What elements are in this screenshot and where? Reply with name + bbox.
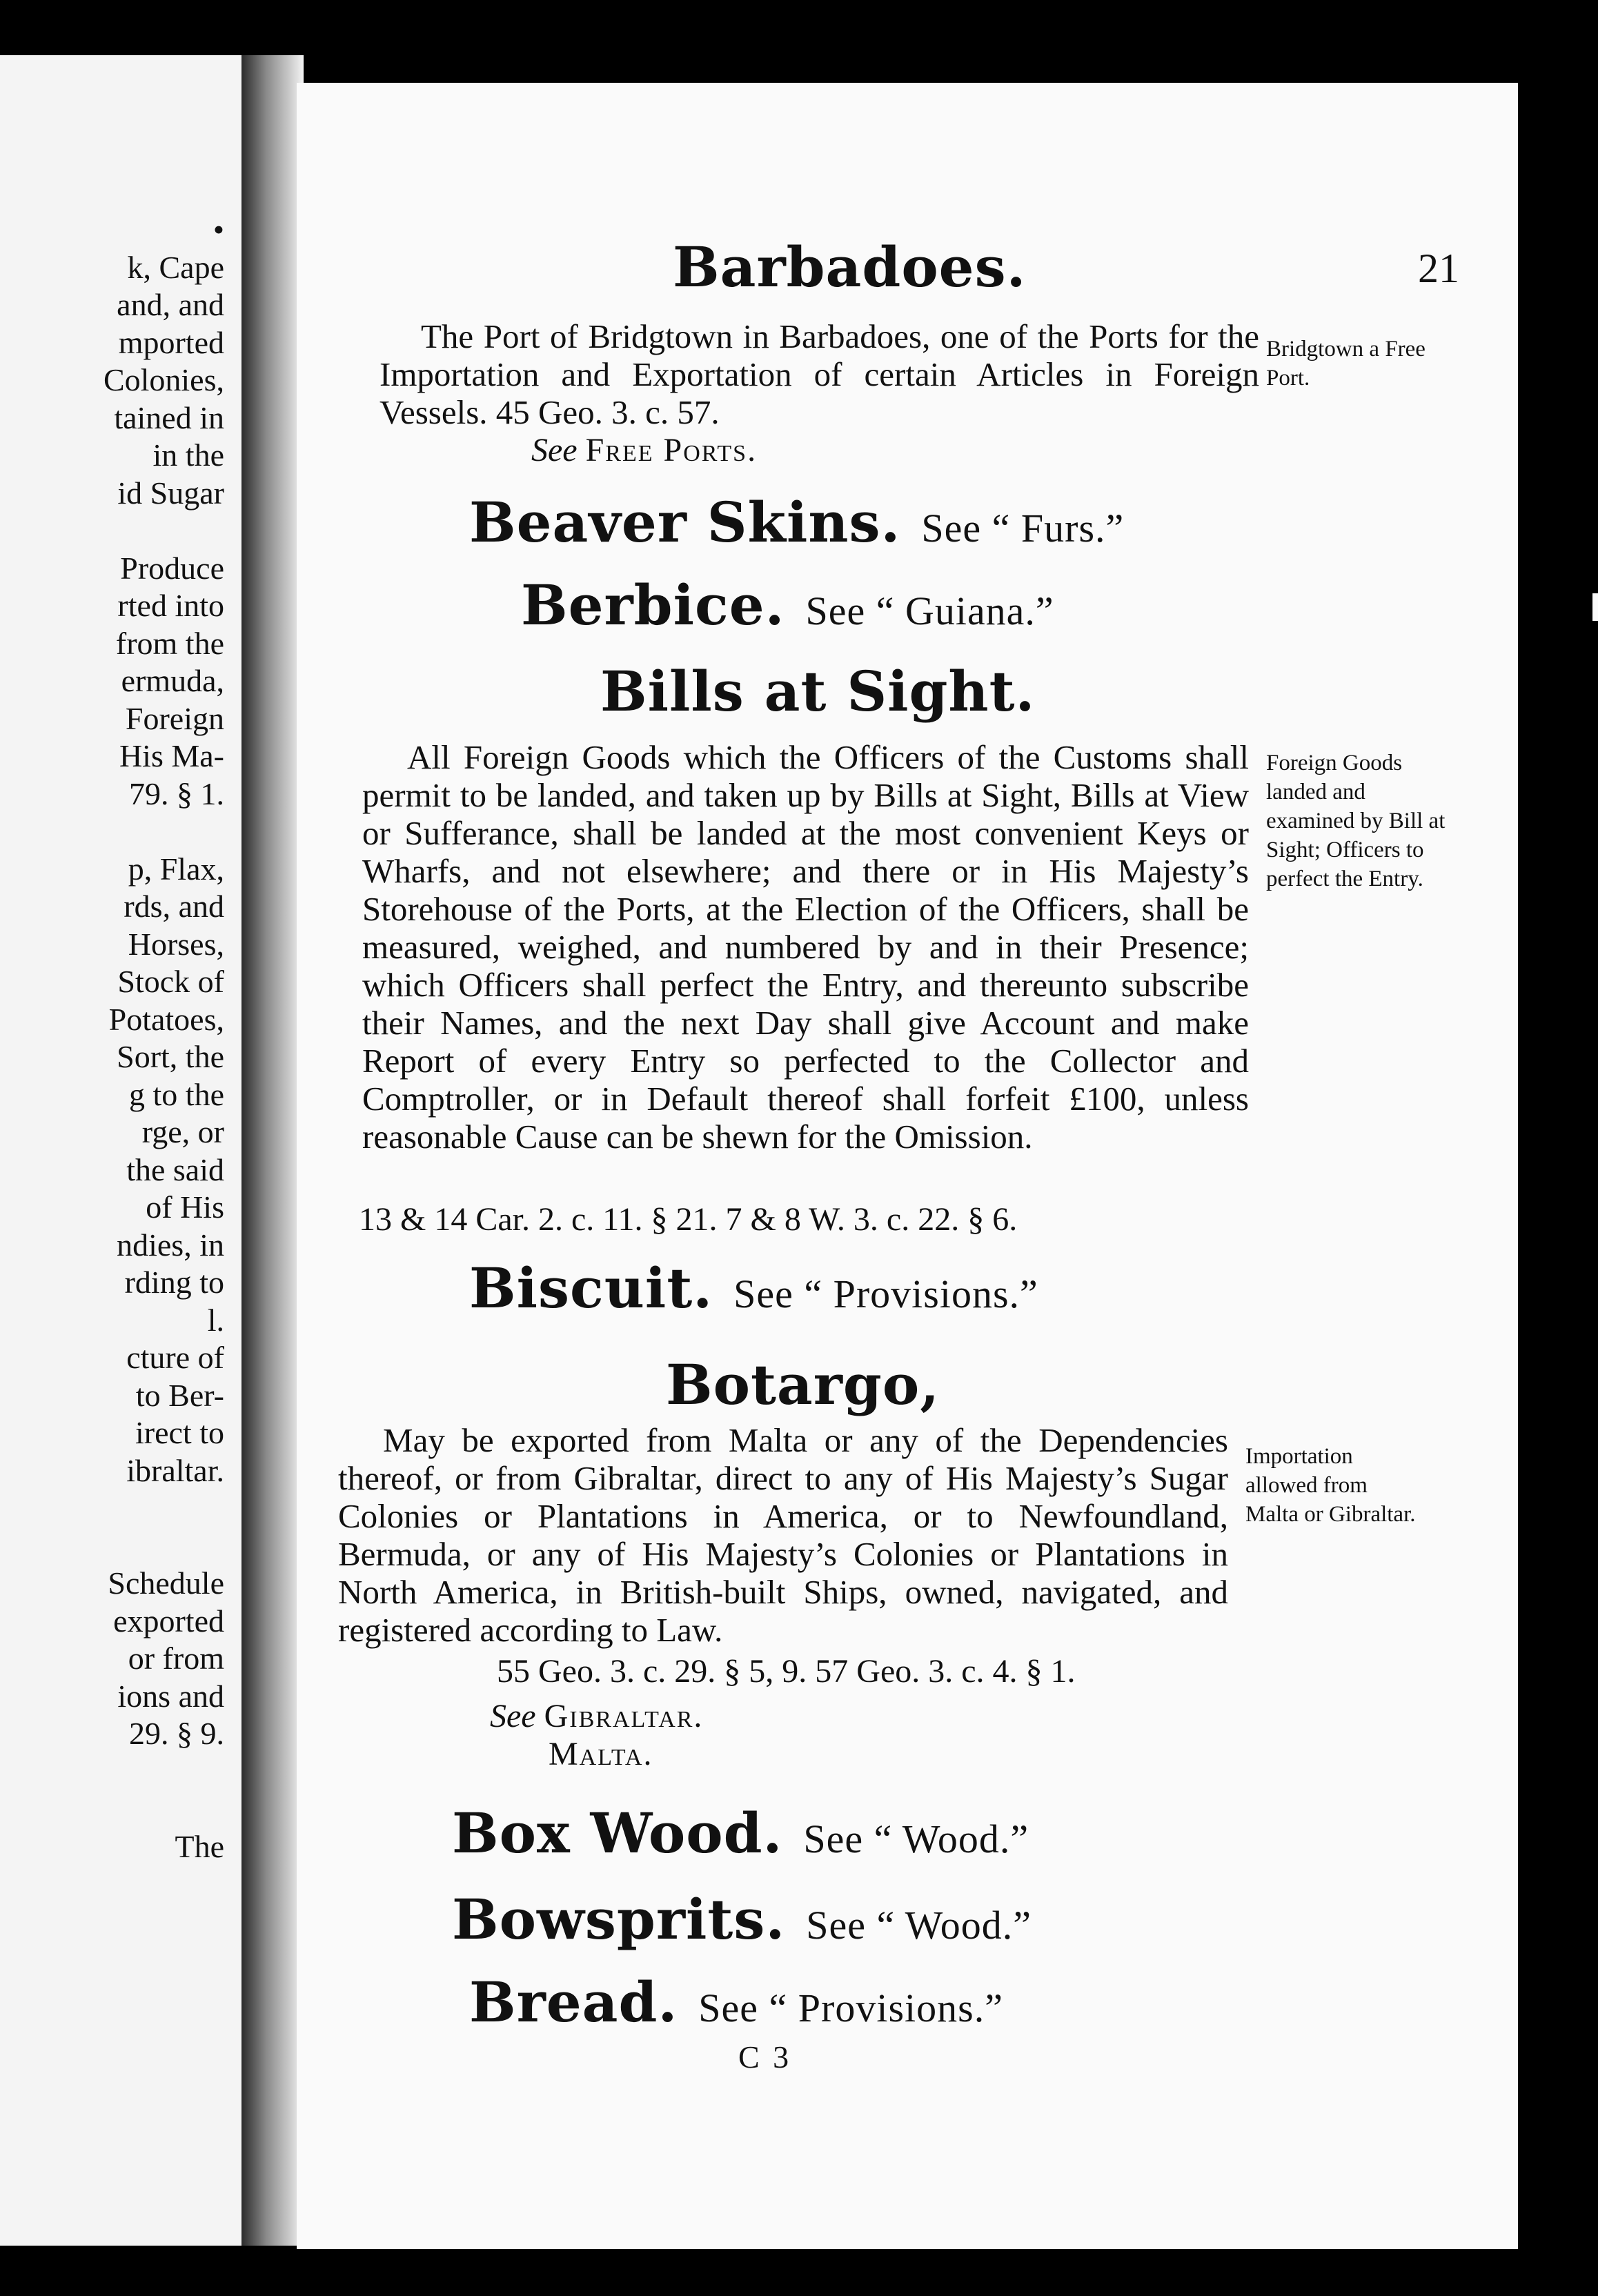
left-page-line: rding to: [124, 1265, 224, 1300]
heading-bowsprits-title: Bowsprits.: [452, 1887, 786, 1952]
left-page-line: the said: [126, 1151, 224, 1187]
left-page-line: tained in: [114, 399, 224, 435]
left-page-line: in the: [152, 437, 224, 473]
heading-berbice: [521, 573, 1054, 637]
left-page-line: Sort, the: [117, 1039, 224, 1074]
heading-biscuit-title: Biscuit.: [469, 1256, 713, 1320]
left-page-line: Foreign: [125, 700, 224, 736]
left-page-line: ermuda,: [121, 663, 224, 698]
left-page-line: l.: [207, 1302, 224, 1338]
see-word-botargo: See: [490, 1698, 536, 1734]
margin-note-botargo: Importation allowed from Malta or Gibraltar.: [1245, 1444, 1416, 1527]
see-barbadoes: [531, 431, 757, 469]
left-page-line: id Sugar: [117, 475, 224, 511]
left-page-line: from the: [115, 625, 224, 661]
left-page-line: and, and: [117, 287, 224, 322]
left-page-line: 79. § 1.: [129, 775, 224, 811]
left-page-line: Colonies,: [103, 362, 224, 397]
heading-bowsprits: [452, 1887, 1032, 1952]
see-furs: See “ Furs.”: [921, 506, 1125, 551]
text-barbadoes: The Port of Bridgtown in Barbadoes, one of the Ports for the Importation and Exportation of certain Articles in Foreign Vessels.: [379, 317, 1259, 431]
page-edge-mark: [1592, 593, 1598, 621]
heading-bread-title: Bread.: [469, 1970, 678, 2035]
see-word: See: [531, 432, 578, 468]
margin-note-barbadoes: Bridgtown a Free Port.: [1266, 337, 1426, 390]
see-wood-bowsprits: See “ Wood.”: [806, 1903, 1032, 1948]
heading-beaver-skins: [469, 490, 1124, 555]
see-ref-gibraltar: Gibraltar.: [544, 1698, 704, 1734]
see-guiana: See “ Guiana.”: [805, 588, 1054, 633]
left-page-line: of His: [146, 1189, 224, 1225]
left-page-fragment: [0, 55, 241, 2246]
left-page-line: cture of: [126, 1340, 224, 1375]
see-botargo: [490, 1697, 703, 1735]
book-gutter: [241, 55, 304, 2246]
left-page-line: g to the: [129, 1076, 224, 1112]
heading-berbice-title: Berbice.: [521, 573, 785, 637]
paragraph-botargo: [338, 1421, 1228, 1649]
page-number: 21: [1418, 246, 1459, 291]
left-page-line: rge, or: [141, 1114, 224, 1149]
margin-note-bills-at-sight: Foreign Goods landed and examined by Bill at Sight; Officers to perfect the Entry.: [1266, 751, 1446, 891]
left-page-line: Produce: [120, 550, 224, 586]
see-ref-free-ports: Free Ports.: [585, 432, 758, 468]
left-page-line: k, Cape: [127, 249, 224, 285]
left-page-line: 29. § 9.: [129, 1716, 224, 1751]
left-page-line: rted into: [117, 588, 224, 623]
left-page-line: rds, and: [124, 889, 224, 924]
paragraph-bills-at-sight: [362, 738, 1249, 1156]
citation-barbadoes: 45 Geo. 3. c. 57.: [495, 393, 720, 431]
left-page-line: Stock of: [117, 964, 224, 999]
see-provisions-biscuit: See “ Provisions.”: [733, 1271, 1038, 1316]
left-page-line: ndies, in: [117, 1227, 224, 1263]
heading-biscuit: [469, 1256, 1038, 1320]
heading-bread: [469, 1970, 1003, 2035]
heading-bills-at-sight: Bills at Sight.: [600, 659, 1036, 724]
left-page-line: exported: [113, 1603, 224, 1639]
left-page-line: •: [213, 212, 224, 247]
see-wood-box: See “ Wood.”: [803, 1817, 1029, 1861]
left-page-line: The: [175, 1828, 224, 1864]
left-page-line: irect to: [135, 1415, 224, 1450]
left-page-line: His Ma-: [119, 738, 224, 773]
see-provisions-bread: See “ Provisions.”: [698, 1986, 1003, 2030]
left-page-line: mported: [118, 324, 224, 360]
citation-botargo: 55 Geo. 3. c. 29. § 5, 9. 57 Geo. 3. c. 4. § 1.: [497, 1653, 1076, 1690]
heading-box-wood: [452, 1801, 1029, 1866]
text-bills-at-sight: All Foreign Goods which the Officers of the Customs shall permit to be landed, and taken up by Bills at Sight, Bills at View or Sufferance, shall be landed at the most convenient Keys or Wharfs, and not elsewhere; and there or in His Majesty’s Storehouse of the Ports, at the Election of the Officers, shall be measured, weighed, and numbered by and in their Presence; which Officers shall perfect the Entry, and thereunto subscribe their Names, and the next Day shall give Account and make Report of every Entry so perfected to the Collector and Comptroller, or in Default thereof shall forfeit £100, unless reasonable Cause can be shewn for the Omission.: [362, 738, 1249, 1156]
heading-botargo: Botargo,: [666, 1352, 940, 1417]
heading-barbadoes: Barbadoes.: [673, 235, 1027, 299]
text-botargo: May be exported from Malta or any of the Dependencies thereof, or from Gibraltar, direct to any of His Majesty’s Sugar Colonies or Plantations in America, or to Newfoundland, Bermuda, or any of His Majesty’s Colonies or Plantations in North America, in British-built Ships, owned, navigated, and registered according to Law.: [338, 1421, 1228, 1649]
left-page-line: Schedule: [108, 1565, 224, 1601]
heading-beaver-skins-title: Beaver Skins.: [469, 490, 901, 555]
left-page-line: Horses,: [128, 926, 224, 962]
left-page-line: ibraltar.: [126, 1452, 224, 1488]
heading-box-wood-title: Box Wood.: [452, 1801, 783, 1866]
left-page-line: Potatoes,: [108, 1001, 224, 1037]
left-page-line: p, Flax,: [128, 851, 224, 887]
left-page-line: ions and: [117, 1678, 224, 1714]
paragraph-barbadoes: [379, 317, 1259, 431]
left-page-line: to Ber-: [135, 1377, 224, 1413]
left-page-line: or from: [128, 1641, 224, 1676]
see-ref-malta: Malta.: [549, 1736, 653, 1772]
signature-mark: C 3: [738, 2039, 792, 2075]
citation-bills-at-sight: 13 & 14 Car. 2. c. 11. § 21. 7 & 8 W. 3. c. 22. § 6.: [359, 1201, 1018, 1238]
